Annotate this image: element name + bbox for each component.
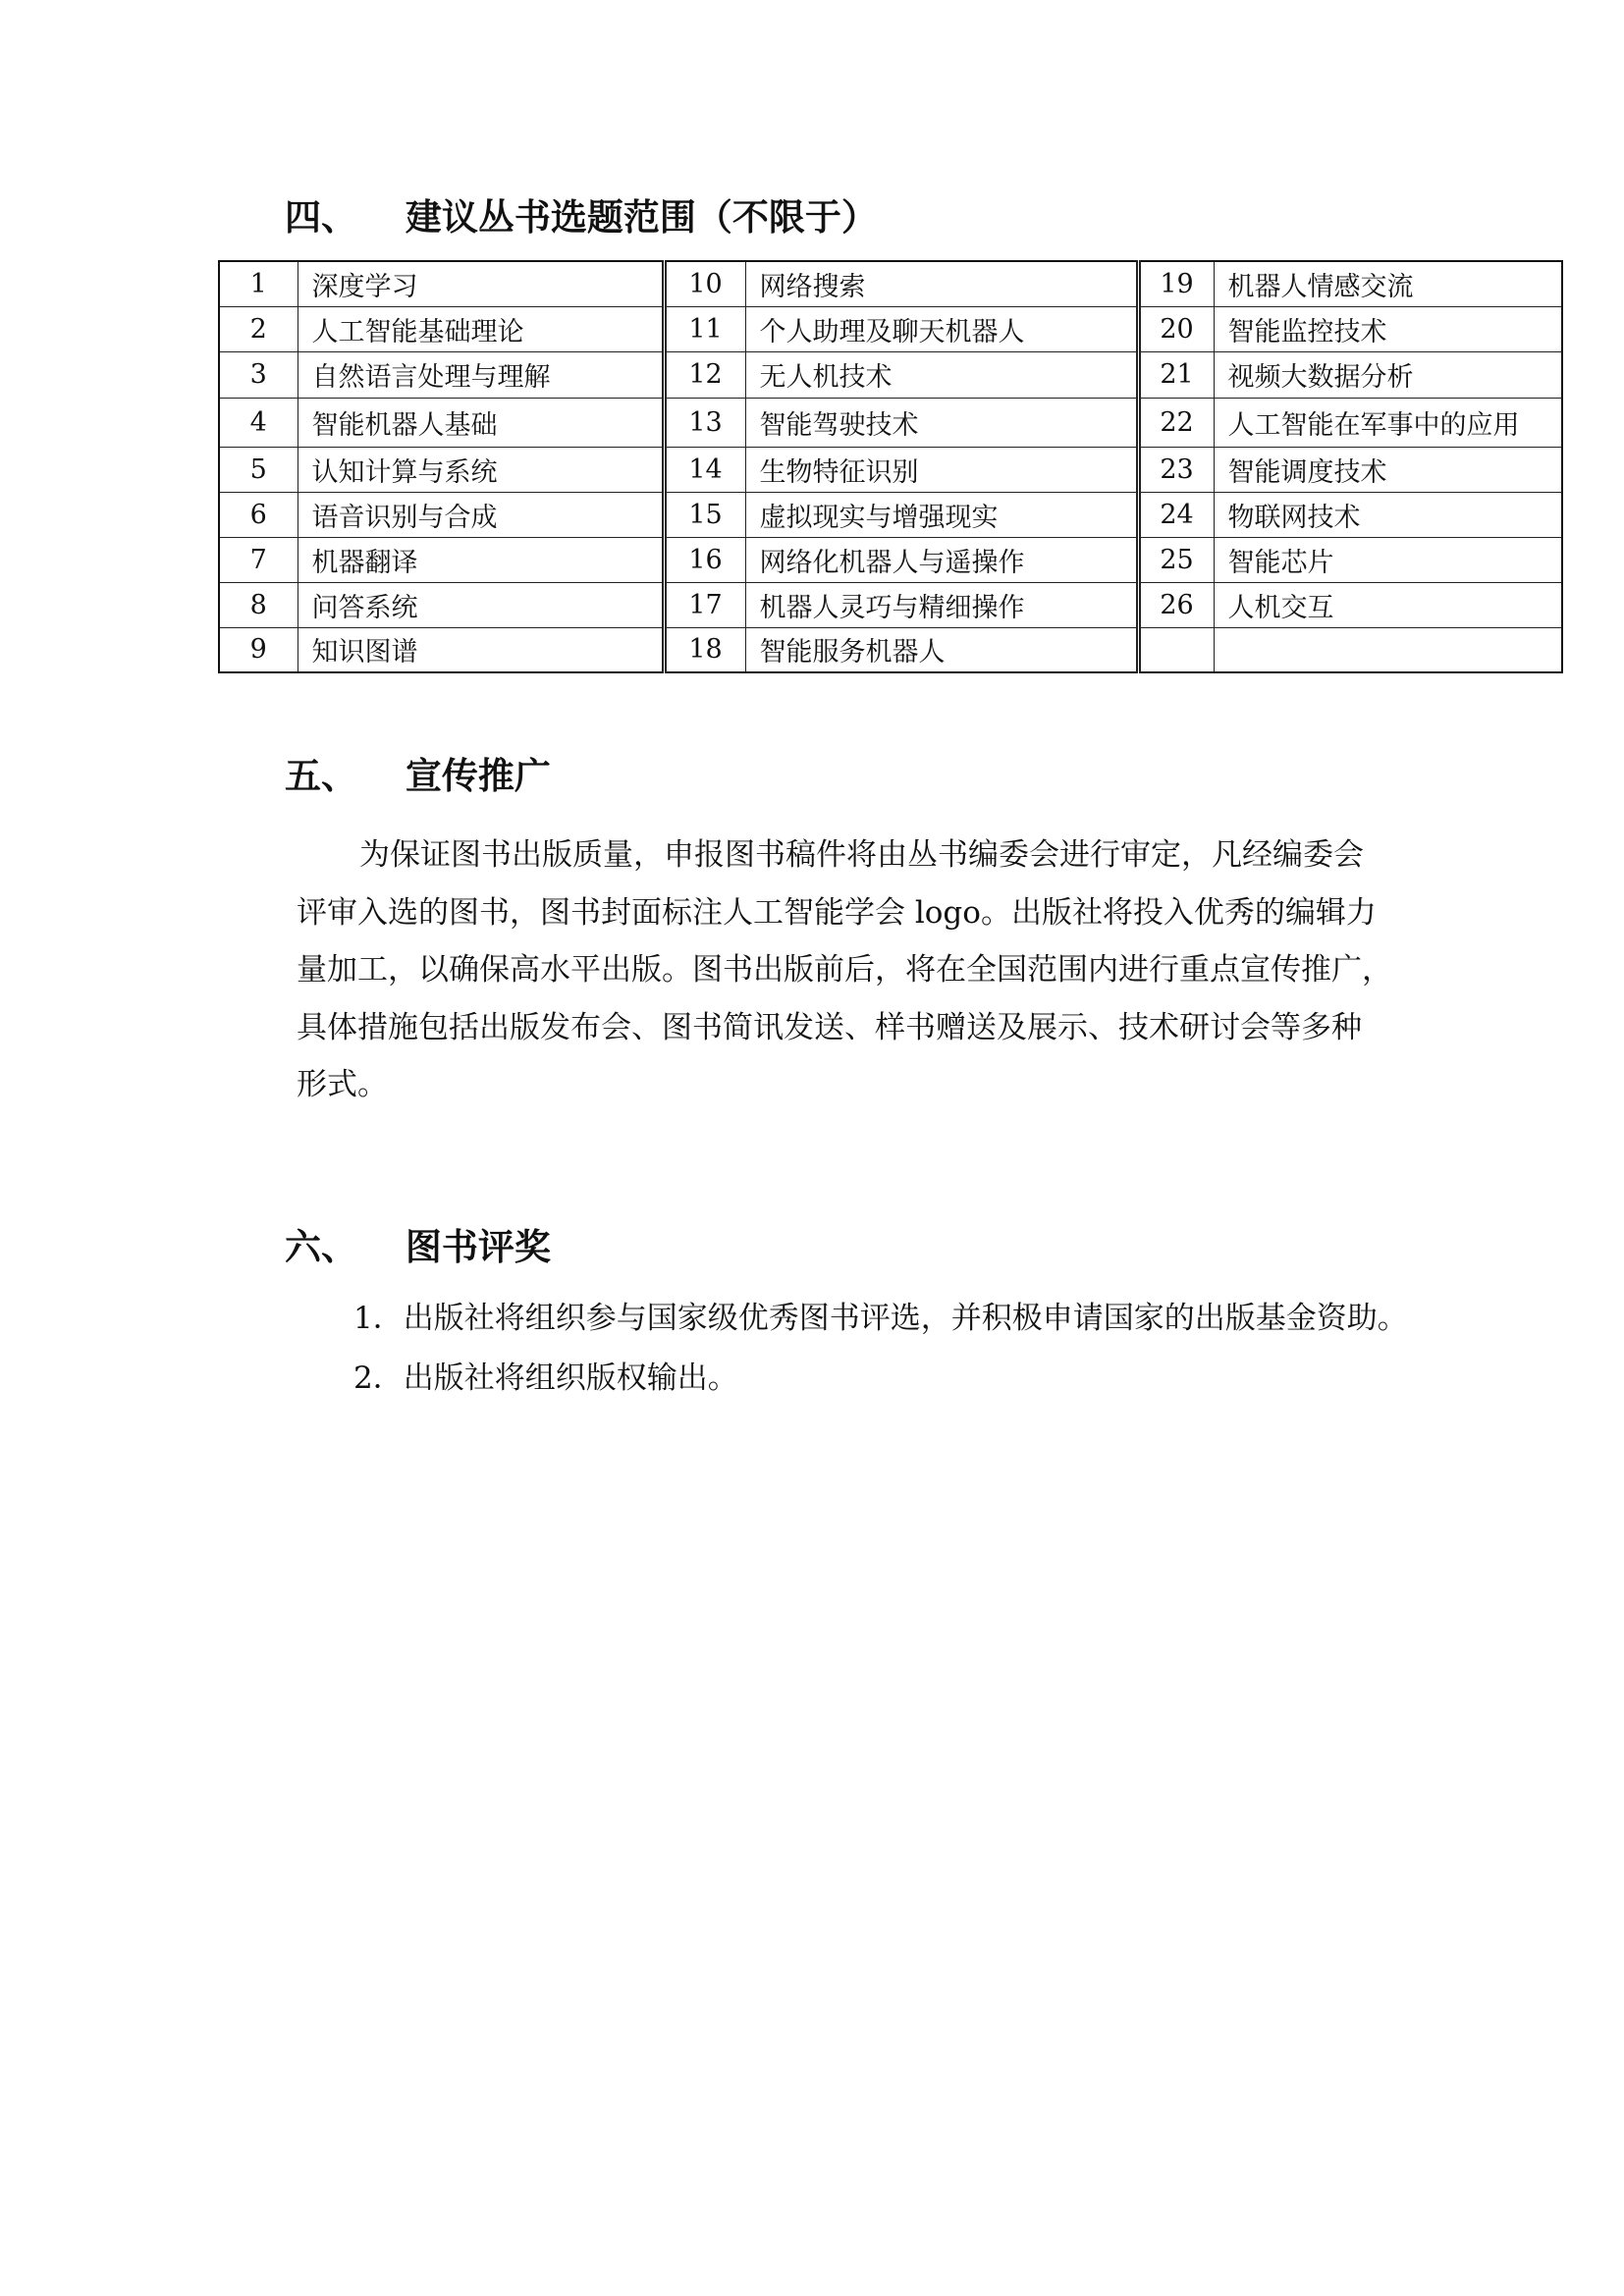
table-row <box>219 261 1562 306</box>
topic-number-cell: 26 <box>1138 582 1214 627</box>
topic-title-cell: 物联网技术 <box>1214 492 1562 537</box>
topic-title-cell: 智能驾驶技术 <box>745 398 1138 447</box>
topic-number-cell: 10 <box>664 261 745 306</box>
topic-number-cell: 19 <box>1138 261 1214 306</box>
topic-title-cell: 机器人灵巧与精细操作 <box>745 582 1138 627</box>
topic-title-cell: 机器人情感交流 <box>1214 261 1562 306</box>
paragraph-line: 量加工，以确保高水平出版。图书出版前后，将在全国范围内进行重点宣传推广， <box>297 952 1392 988</box>
topic-title-cell: 语音识别与合成 <box>298 492 664 537</box>
table-row <box>219 537 1562 582</box>
topic-title-cell: 智能服务机器人 <box>745 627 1138 672</box>
topic-title-cell: 人机交互 <box>1214 582 1562 627</box>
topic-title-cell: 智能调度技术 <box>1214 447 1562 492</box>
topic-number-cell: 25 <box>1138 537 1214 582</box>
topic-title-cell: 无人机技术 <box>745 351 1138 398</box>
topic-title-cell <box>1214 627 1562 672</box>
topic-title-cell: 认知计算与系统 <box>298 447 664 492</box>
topic-title-cell: 虚拟现实与增强现实 <box>745 492 1138 537</box>
section-4-number: 四、 <box>285 196 357 239</box>
topic-number-cell: 1 <box>219 261 298 306</box>
table-row <box>219 398 1562 447</box>
topic-number-cell: 23 <box>1138 447 1214 492</box>
topics-table <box>218 260 1563 673</box>
topic-number-cell <box>1138 627 1214 672</box>
table-row <box>219 582 1562 627</box>
topic-title-cell: 网络化机器人与遥操作 <box>745 537 1138 582</box>
topic-number-cell: 11 <box>664 306 745 351</box>
topic-title-cell: 生物特征识别 <box>745 447 1138 492</box>
topic-title-cell: 智能监控技术 <box>1214 306 1562 351</box>
list-item: 1．出版社将组织参与国家级优秀图书评选，并积极申请国家的出版基金资助。 <box>353 1301 1408 1336</box>
topic-title-cell: 视频大数据分析 <box>1214 351 1562 398</box>
topic-number-cell: 3 <box>219 351 298 398</box>
topic-number-cell: 14 <box>664 447 745 492</box>
topic-number-cell: 7 <box>219 537 298 582</box>
table-row <box>219 306 1562 351</box>
topic-number-cell: 5 <box>219 447 298 492</box>
paragraph-line: 具体措施包括出版发布会、图书简讯发送、样书赠送及展示、技术研讨会等多种 <box>297 1009 1362 1045</box>
topic-title-cell: 个人助理及聊天机器人 <box>745 306 1138 351</box>
topic-number-cell: 9 <box>219 627 298 672</box>
topic-number-cell: 18 <box>664 627 745 672</box>
topic-number-cell: 12 <box>664 351 745 398</box>
topic-number-cell: 24 <box>1138 492 1214 537</box>
topic-title-cell: 机器翻译 <box>298 537 664 582</box>
table-row <box>219 627 1562 672</box>
topic-number-cell: 2 <box>219 306 298 351</box>
section-6-number: 六、 <box>285 1226 357 1268</box>
list-item: 2．出版社将组织版权输出。 <box>353 1361 738 1396</box>
topic-number-cell: 8 <box>219 582 298 627</box>
topic-title-cell: 问答系统 <box>298 582 664 627</box>
topic-number-cell: 20 <box>1138 306 1214 351</box>
section-4-title: 建议丛书选题范围（不限于） <box>405 196 878 239</box>
section-5-number: 五、 <box>285 755 357 797</box>
topic-number-cell: 21 <box>1138 351 1214 398</box>
table-row <box>219 351 1562 398</box>
topic-number-cell: 16 <box>664 537 745 582</box>
section-5-paragraph <box>297 827 1426 1114</box>
topic-number-cell: 4 <box>219 398 298 447</box>
topic-title-cell: 人工智能在军事中的应用 <box>1214 398 1562 447</box>
topic-title-cell: 人工智能基础理论 <box>298 306 664 351</box>
section-6-heading <box>285 1226 551 1268</box>
topic-number-cell: 22 <box>1138 398 1214 447</box>
topic-title-cell: 网络搜索 <box>745 261 1138 306</box>
topic-number-cell: 15 <box>664 492 745 537</box>
paragraph-line: 为保证图书出版质量，申报图书稿件将由丛书编委会进行审定，凡经编委会 <box>359 837 1364 873</box>
paragraph-line: 评审入选的图书，图书封面标注人工智能学会 logo。出版社将投入优秀的编辑力 <box>297 894 1377 931</box>
topic-number-cell: 6 <box>219 492 298 537</box>
topic-title-cell: 智能芯片 <box>1214 537 1562 582</box>
topic-number-cell: 13 <box>664 398 745 447</box>
topic-title-cell: 知识图谱 <box>298 627 664 672</box>
topic-title-cell: 智能机器人基础 <box>298 398 664 447</box>
section-5-title: 宣传推广 <box>405 755 551 797</box>
table-row <box>219 492 1562 537</box>
paragraph-line: 形式。 <box>297 1067 388 1102</box>
topic-number-cell: 17 <box>664 582 745 627</box>
section-5-heading <box>285 755 551 797</box>
section-6-list <box>353 1289 1532 1409</box>
table-row <box>219 447 1562 492</box>
topic-title-cell: 自然语言处理与理解 <box>298 351 664 398</box>
section-6-title: 图书评奖 <box>405 1226 551 1268</box>
topic-title-cell: 深度学习 <box>298 261 664 306</box>
section-4-heading <box>285 196 878 239</box>
